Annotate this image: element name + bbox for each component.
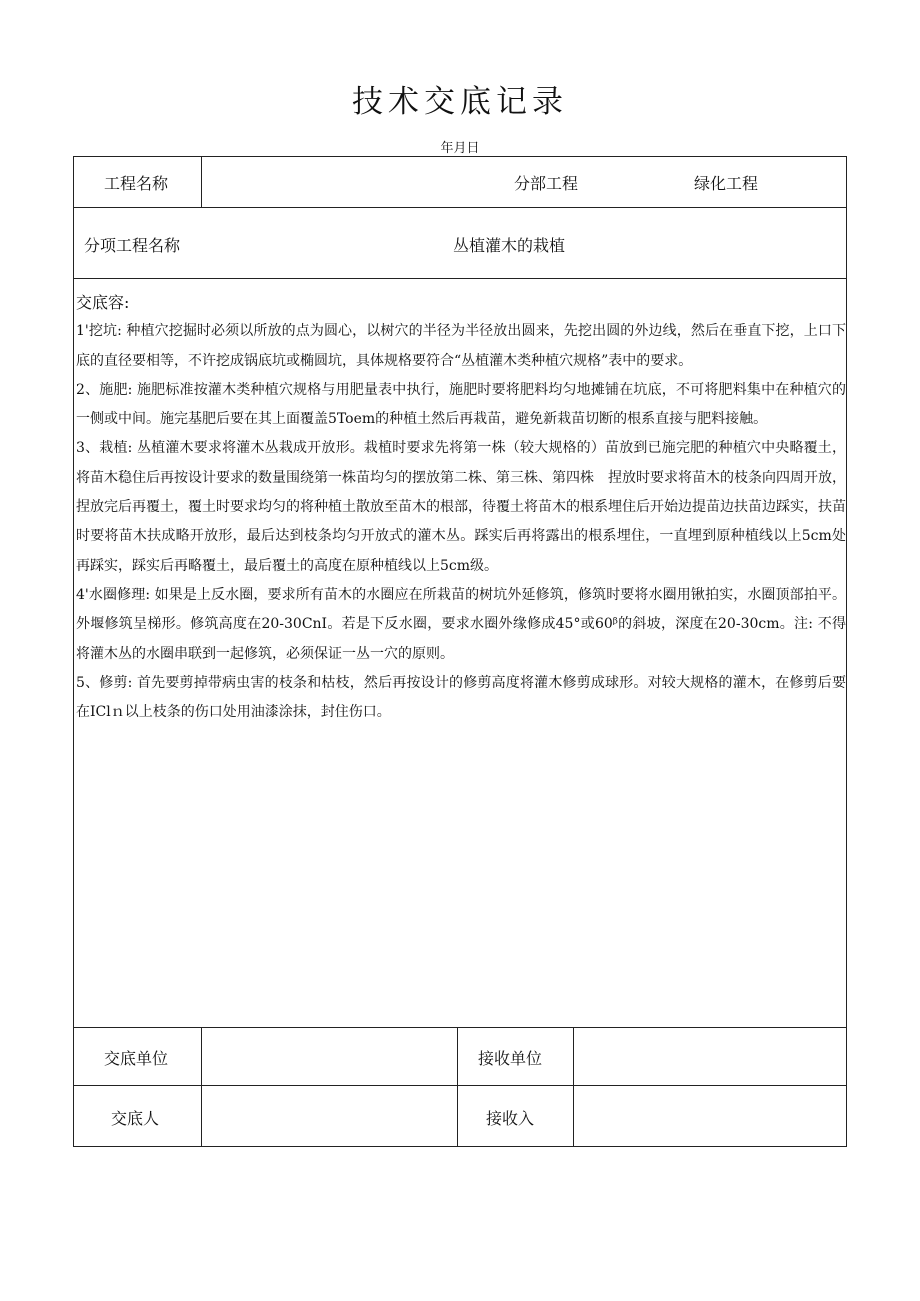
column-divider <box>201 1027 202 1147</box>
receiver-label: 接收入 <box>486 1109 535 1128</box>
content-paragraph: 2、施肥: 施肥标准按灌木类种植穴规格与用肥量表中执行，施肥时要将肥料均匀地摊铺在坑底，不可将肥料集中在种植穴的一侧或中间。施完基肥后要在其上面覆盖5Toem的种植土然后再栽苗，避免新栽苗切断的根系直接与肥料接触。 <box>76 381 846 428</box>
row-divider <box>73 1027 847 1028</box>
row-divider <box>73 278 847 279</box>
column-divider <box>201 156 202 207</box>
handover-unit-label: 交底单位 <box>104 1049 169 1068</box>
content-paragraph: 1'挖坑: 种植穴挖掘时必须以所放的点为圆心，以树穴的半径为半径放出圆来，先挖出圆的外边线，然后在垂直下挖，上口下底的直径要相等，不许挖成锅底坑或椭圆坑，具体规格要符合“丛植灌木类种植穴规格”表中的要求。 <box>76 323 846 369</box>
sub-project-label: 分部工程 <box>514 174 579 193</box>
handover-content <box>76 288 846 727</box>
content-paragraph: 4'水圈修理: 如果是上反水圈，要求所有苗木的水圈应在所栽苗的树坑外延修筑，修筑时要将水圈用锹拍实，水圈顶部拍平。外堰修筑呈梯形。修筑高度在20-30CnI。若是下反水圈，要求水圈外缘修成45°或60ᵝ的斜坡，深度在20-30cm。注: 不得将灌木丛的水圈串联到一起修筑，必须保证一丛一穴的原则。 <box>76 586 846 662</box>
column-divider <box>457 1027 458 1147</box>
content-heading: 交底容: <box>76 293 130 312</box>
item-name-label: 分项工程名称 <box>84 236 181 255</box>
project-name-label: 工程名称 <box>104 174 169 193</box>
content-paragraph: 3、栽植: 丛植灌木要求将灌木丛栽成开放形。栽植时要求先将第一株（较大规格的）苗放到已施完肥的种植穴中央略覆土，将苗木稳住后再按设计要求的数量围绕第一株苗均匀的摆放第二株、第三株、第四株 捏放时要求将苗木的枝条向四周开放，捏放完后再覆土，覆土时要求均匀的将种植土散放至苗木的根部，待覆土将苗木的根系埋住后开始边提苗边扶苗边踩实，扶苗时要将苗木扶成略开放形，最后达到枝条均匀开放式的灌木丛。踩实后再将露出的根系埋住，一直埋到原种植线以上5cm处再踩实，踩实后再略覆土，最后覆土的高度在原种植线以上5cm级。 <box>76 440 846 574</box>
row-divider <box>73 207 847 208</box>
page-title: 技术交底记录 <box>352 84 568 120</box>
date-line: 年月日 <box>440 141 480 156</box>
sub-project-value: 绿化工程 <box>694 174 759 193</box>
receiving-unit-label: 接收单位 <box>478 1049 543 1068</box>
row-divider <box>73 1085 847 1086</box>
column-divider <box>573 1027 574 1147</box>
item-name-value: 丛植灌木的栽植 <box>453 236 566 255</box>
content-paragraph: 5、修剪: 首先要剪掉带病虫害的枝条和枯枝，然后再按设计的修剪高度将灌木修剪成球形。对较大规格的灌木，在修剪后要在IClｎ以上枝条的伤口处用油漆涂抹，封住伤口。 <box>76 674 846 721</box>
handover-person-label: 交底人 <box>111 1109 160 1128</box>
